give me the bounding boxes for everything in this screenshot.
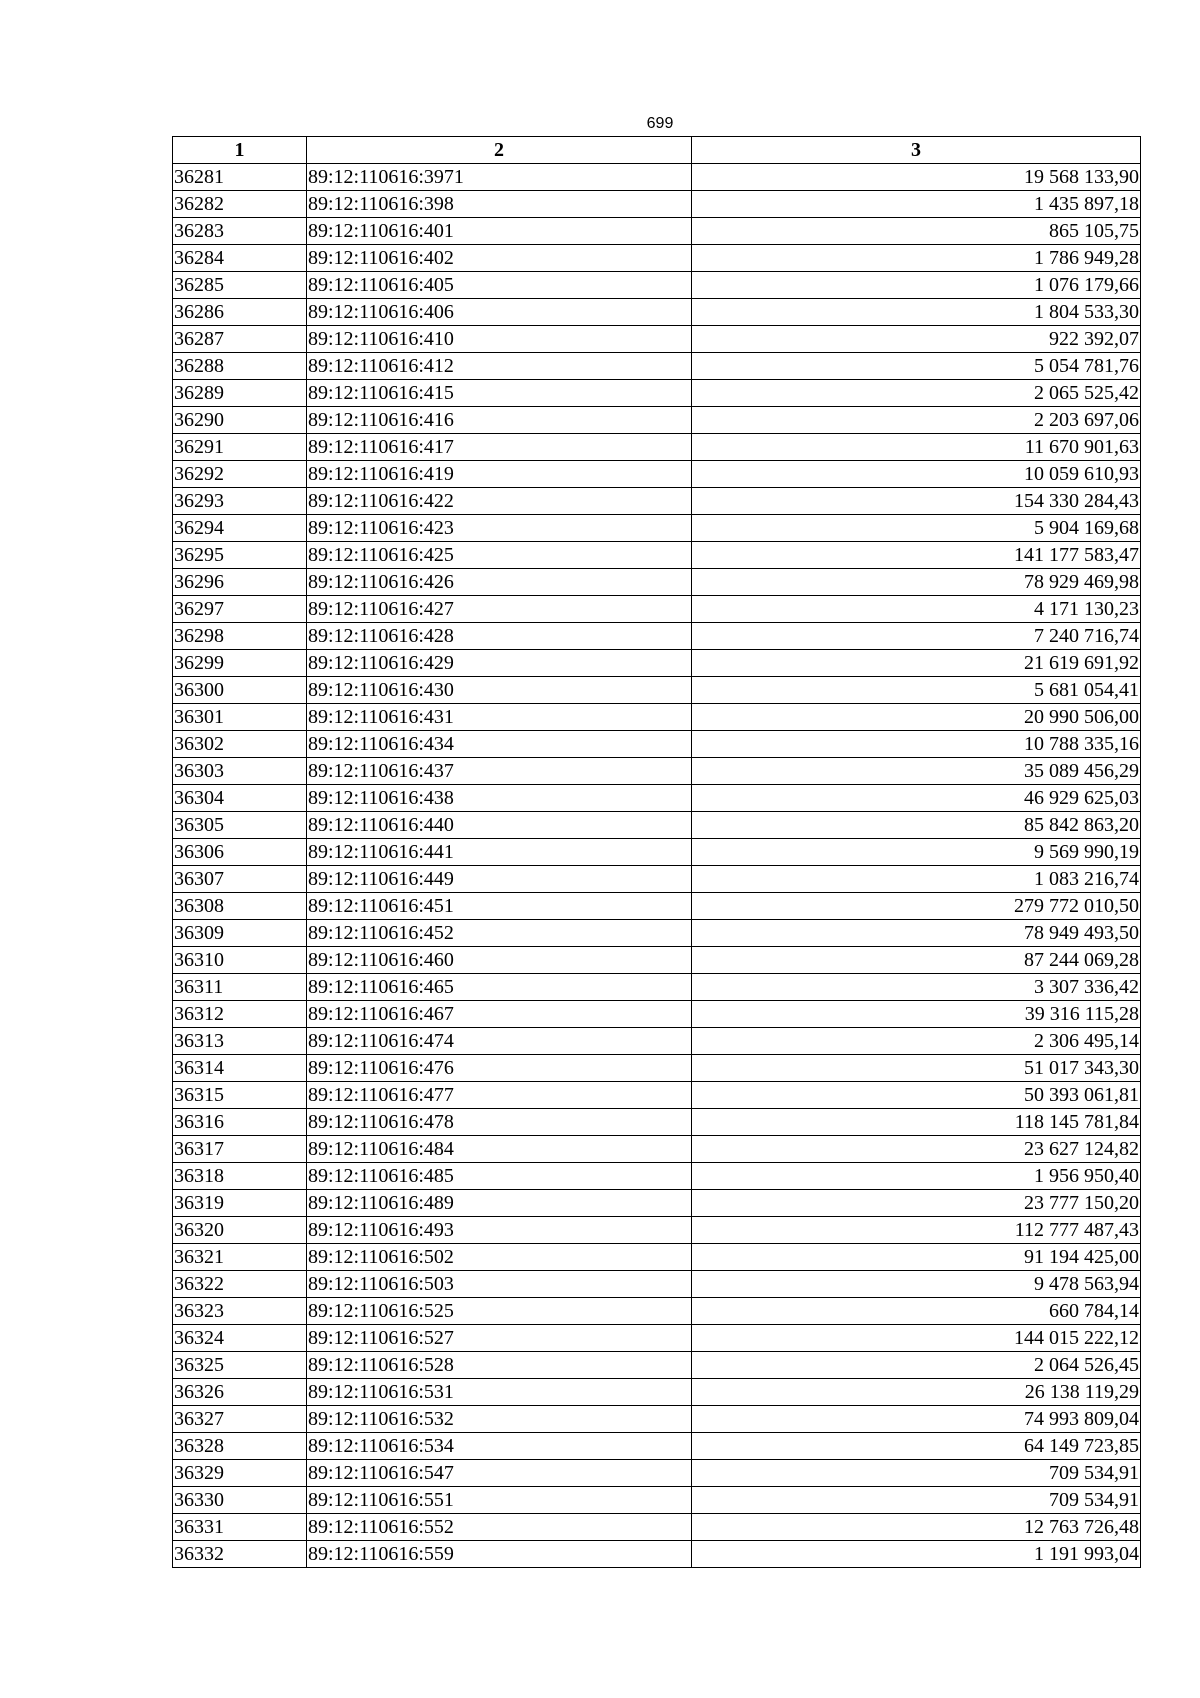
row-number-cell: 36300	[173, 677, 307, 704]
row-number-cell: 36323	[173, 1298, 307, 1325]
cadastral-number-cell: 89:12:110616:429	[307, 650, 692, 677]
cadastral-number-cell: 89:12:110616:405	[307, 272, 692, 299]
cadastral-number-cell: 89:12:110616:478	[307, 1109, 692, 1136]
cadastral-number-cell: 89:12:110616:426	[307, 569, 692, 596]
row-number-cell: 36307	[173, 866, 307, 893]
value-cell: 1 435 897,18	[692, 191, 1141, 218]
row-number-cell: 36284	[173, 245, 307, 272]
table-row	[173, 299, 1141, 326]
row-number-cell: 36289	[173, 380, 307, 407]
row-number-cell: 36302	[173, 731, 307, 758]
value-cell: 922 392,07	[692, 326, 1141, 353]
value-cell: 7 240 716,74	[692, 623, 1141, 650]
table-row	[173, 1082, 1141, 1109]
table-row	[173, 1460, 1141, 1487]
row-number-cell: 36317	[173, 1136, 307, 1163]
table-row	[173, 1136, 1141, 1163]
table-row	[173, 515, 1141, 542]
value-cell: 2 203 697,06	[692, 407, 1141, 434]
header-row	[173, 137, 1141, 164]
table-row	[173, 1514, 1141, 1541]
table-row	[173, 1190, 1141, 1217]
cadastral-number-cell: 89:12:110616:531	[307, 1379, 692, 1406]
value-cell: 1 083 216,74	[692, 866, 1141, 893]
row-number-cell: 36325	[173, 1352, 307, 1379]
cadastral-number-cell: 89:12:110616:441	[307, 839, 692, 866]
value-cell: 51 017 343,30	[692, 1055, 1141, 1082]
value-cell: 23 627 124,82	[692, 1136, 1141, 1163]
cadastral-number-cell: 89:12:110616:485	[307, 1163, 692, 1190]
row-number-cell: 36297	[173, 596, 307, 623]
cadastral-number-cell: 89:12:110616:398	[307, 191, 692, 218]
table-row	[173, 785, 1141, 812]
table-row	[173, 434, 1141, 461]
value-cell: 87 244 069,28	[692, 947, 1141, 974]
table-row	[173, 1028, 1141, 1055]
cadastral-number-cell: 89:12:110616:422	[307, 488, 692, 515]
value-cell: 78 949 493,50	[692, 920, 1141, 947]
row-number-cell: 36313	[173, 1028, 307, 1055]
value-cell: 112 777 487,43	[692, 1217, 1141, 1244]
row-number-cell: 36293	[173, 488, 307, 515]
row-number-cell: 36294	[173, 515, 307, 542]
cadastral-number-cell: 89:12:110616:460	[307, 947, 692, 974]
cadastral-number-cell: 89:12:110616:415	[307, 380, 692, 407]
row-number-cell: 36285	[173, 272, 307, 299]
value-cell: 5 681 054,41	[692, 677, 1141, 704]
cadastral-number-cell: 89:12:110616:437	[307, 758, 692, 785]
value-cell: 35 089 456,29	[692, 758, 1141, 785]
table-row	[173, 974, 1141, 1001]
table-row	[173, 272, 1141, 299]
row-number-cell: 36290	[173, 407, 307, 434]
value-cell: 709 534,91	[692, 1487, 1141, 1514]
cadastral-number-cell: 89:12:110616:552	[307, 1514, 692, 1541]
value-cell: 4 171 130,23	[692, 596, 1141, 623]
cadastral-number-cell: 89:12:110616:465	[307, 974, 692, 1001]
value-cell: 279 772 010,50	[692, 893, 1141, 920]
row-number-cell: 36328	[173, 1433, 307, 1460]
cadastral-number-cell: 89:12:110616:417	[307, 434, 692, 461]
table-row	[173, 947, 1141, 974]
value-cell: 46 929 625,03	[692, 785, 1141, 812]
row-number-cell: 36316	[173, 1109, 307, 1136]
value-cell: 154 330 284,43	[692, 488, 1141, 515]
cadastral-number-cell: 89:12:110616:412	[307, 353, 692, 380]
row-number-cell: 36298	[173, 623, 307, 650]
value-cell: 1 786 949,28	[692, 245, 1141, 272]
value-cell: 12 763 726,48	[692, 1514, 1141, 1541]
value-cell: 2 306 495,14	[692, 1028, 1141, 1055]
table-row	[173, 812, 1141, 839]
row-number-cell: 36309	[173, 920, 307, 947]
cadastral-number-cell: 89:12:110616:410	[307, 326, 692, 353]
column-header-2: 2	[307, 137, 692, 164]
table-row	[173, 1433, 1141, 1460]
table-row	[173, 623, 1141, 650]
row-number-cell: 36330	[173, 1487, 307, 1514]
row-number-cell: 36324	[173, 1325, 307, 1352]
table-row	[173, 1379, 1141, 1406]
value-cell: 9 478 563,94	[692, 1271, 1141, 1298]
table-row	[173, 164, 1141, 191]
value-cell: 20 990 506,00	[692, 704, 1141, 731]
table-row	[173, 839, 1141, 866]
cadastral-number-cell: 89:12:110616:551	[307, 1487, 692, 1514]
row-number-cell: 36287	[173, 326, 307, 353]
row-number-cell: 36311	[173, 974, 307, 1001]
table-row	[173, 542, 1141, 569]
value-cell: 118 145 781,84	[692, 1109, 1141, 1136]
value-cell: 91 194 425,00	[692, 1244, 1141, 1271]
cadastral-number-cell: 89:12:110616:467	[307, 1001, 692, 1028]
cadastral-number-cell: 89:12:110616:528	[307, 1352, 692, 1379]
row-number-cell: 36295	[173, 542, 307, 569]
cadastral-number-cell: 89:12:110616:547	[307, 1460, 692, 1487]
row-number-cell: 36315	[173, 1082, 307, 1109]
cadastral-number-cell: 89:12:110616:559	[307, 1541, 692, 1568]
cadastral-number-cell: 89:12:110616:425	[307, 542, 692, 569]
table-row	[173, 461, 1141, 488]
row-number-cell: 36310	[173, 947, 307, 974]
cadastral-number-cell: 89:12:110616:3971	[307, 164, 692, 191]
table-row	[173, 920, 1141, 947]
row-number-cell: 36320	[173, 1217, 307, 1244]
table-row	[173, 866, 1141, 893]
row-number-cell: 36281	[173, 164, 307, 191]
table-row	[173, 380, 1141, 407]
value-cell: 78 929 469,98	[692, 569, 1141, 596]
value-cell: 709 534,91	[692, 1460, 1141, 1487]
value-cell: 1 191 993,04	[692, 1541, 1141, 1568]
value-cell: 74 993 809,04	[692, 1406, 1141, 1433]
value-cell: 19 568 133,90	[692, 164, 1141, 191]
cadastral-number-cell: 89:12:110616:477	[307, 1082, 692, 1109]
row-number-cell: 36321	[173, 1244, 307, 1271]
cadastral-number-cell: 89:12:110616:430	[307, 677, 692, 704]
value-cell: 26 138 119,29	[692, 1379, 1141, 1406]
column-header-1: 1	[173, 137, 307, 164]
row-number-cell: 36312	[173, 1001, 307, 1028]
table-row	[173, 758, 1141, 785]
table-row	[173, 1244, 1141, 1271]
cadastral-number-cell: 89:12:110616:452	[307, 920, 692, 947]
row-number-cell: 36301	[173, 704, 307, 731]
row-number-cell: 36304	[173, 785, 307, 812]
table-row	[173, 1001, 1141, 1028]
table-row	[173, 1271, 1141, 1298]
row-number-cell: 36291	[173, 434, 307, 461]
value-cell: 21 619 691,92	[692, 650, 1141, 677]
value-cell: 50 393 061,81	[692, 1082, 1141, 1109]
table-row	[173, 1352, 1141, 1379]
row-number-cell: 36332	[173, 1541, 307, 1568]
value-cell: 11 670 901,63	[692, 434, 1141, 461]
table-row	[173, 353, 1141, 380]
cadastral-number-cell: 89:12:110616:532	[307, 1406, 692, 1433]
cadastral-number-cell: 89:12:110616:419	[307, 461, 692, 488]
table-row	[173, 1325, 1141, 1352]
value-cell: 2 065 525,42	[692, 380, 1141, 407]
registry-table	[172, 136, 1141, 1568]
cadastral-number-cell: 89:12:110616:474	[307, 1028, 692, 1055]
table-row	[173, 245, 1141, 272]
value-cell: 3 307 336,42	[692, 974, 1141, 1001]
table-body	[173, 164, 1141, 1568]
value-cell: 85 842 863,20	[692, 812, 1141, 839]
row-number-cell: 36319	[173, 1190, 307, 1217]
value-cell: 10 788 335,16	[692, 731, 1141, 758]
table-row	[173, 596, 1141, 623]
row-number-cell: 36306	[173, 839, 307, 866]
row-number-cell: 36305	[173, 812, 307, 839]
value-cell: 865 105,75	[692, 218, 1141, 245]
table-row	[173, 1406, 1141, 1433]
cadastral-number-cell: 89:12:110616:476	[307, 1055, 692, 1082]
cadastral-number-cell: 89:12:110616:416	[307, 407, 692, 434]
cadastral-number-cell: 89:12:110616:489	[307, 1190, 692, 1217]
row-number-cell: 36314	[173, 1055, 307, 1082]
row-number-cell: 36331	[173, 1514, 307, 1541]
row-number-cell: 36303	[173, 758, 307, 785]
value-cell: 5 054 781,76	[692, 353, 1141, 380]
cadastral-number-cell: 89:12:110616:401	[307, 218, 692, 245]
cadastral-number-cell: 89:12:110616:527	[307, 1325, 692, 1352]
cadastral-number-cell: 89:12:110616:431	[307, 704, 692, 731]
row-number-cell: 36308	[173, 893, 307, 920]
row-number-cell: 36296	[173, 569, 307, 596]
cadastral-number-cell: 89:12:110616:438	[307, 785, 692, 812]
row-number-cell: 36329	[173, 1460, 307, 1487]
table-row	[173, 488, 1141, 515]
table-row	[173, 326, 1141, 353]
row-number-cell: 36327	[173, 1406, 307, 1433]
row-number-cell: 36283	[173, 218, 307, 245]
value-cell: 64 149 723,85	[692, 1433, 1141, 1460]
cadastral-number-cell: 89:12:110616:525	[307, 1298, 692, 1325]
value-cell: 5 904 169,68	[692, 515, 1141, 542]
row-number-cell: 36299	[173, 650, 307, 677]
cadastral-number-cell: 89:12:110616:502	[307, 1244, 692, 1271]
table-row	[173, 191, 1141, 218]
cadastral-number-cell: 89:12:110616:428	[307, 623, 692, 650]
column-header-3: 3	[692, 137, 1141, 164]
table-row	[173, 704, 1141, 731]
row-number-cell: 36292	[173, 461, 307, 488]
table-row	[173, 1109, 1141, 1136]
table-row	[173, 1298, 1141, 1325]
row-number-cell: 36326	[173, 1379, 307, 1406]
table-row	[173, 893, 1141, 920]
value-cell: 2 064 526,45	[692, 1352, 1141, 1379]
cadastral-number-cell: 89:12:110616:427	[307, 596, 692, 623]
cadastral-number-cell: 89:12:110616:484	[307, 1136, 692, 1163]
cadastral-number-cell: 89:12:110616:434	[307, 731, 692, 758]
table-row	[173, 1055, 1141, 1082]
value-cell: 23 777 150,20	[692, 1190, 1141, 1217]
table-row	[173, 1217, 1141, 1244]
row-number-cell: 36288	[173, 353, 307, 380]
table-row	[173, 1487, 1141, 1514]
value-cell: 660 784,14	[692, 1298, 1141, 1325]
row-number-cell: 36286	[173, 299, 307, 326]
table-row	[173, 569, 1141, 596]
value-cell: 141 177 583,47	[692, 542, 1141, 569]
value-cell: 9 569 990,19	[692, 839, 1141, 866]
row-number-cell: 36282	[173, 191, 307, 218]
value-cell: 1 956 950,40	[692, 1163, 1141, 1190]
cadastral-number-cell: 89:12:110616:451	[307, 893, 692, 920]
row-number-cell: 36318	[173, 1163, 307, 1190]
cadastral-number-cell: 89:12:110616:440	[307, 812, 692, 839]
row-number-cell: 36322	[173, 1271, 307, 1298]
page-number: 699	[646, 115, 674, 132]
cadastral-number-cell: 89:12:110616:449	[307, 866, 692, 893]
table-row	[173, 218, 1141, 245]
cadastral-number-cell: 89:12:110616:493	[307, 1217, 692, 1244]
value-cell: 1 804 533,30	[692, 299, 1141, 326]
value-cell: 39 316 115,28	[692, 1001, 1141, 1028]
cadastral-number-cell: 89:12:110616:503	[307, 1271, 692, 1298]
cadastral-number-cell: 89:12:110616:534	[307, 1433, 692, 1460]
value-cell: 1 076 179,66	[692, 272, 1141, 299]
cadastral-number-cell: 89:12:110616:406	[307, 299, 692, 326]
table-row	[173, 407, 1141, 434]
value-cell: 10 059 610,93	[692, 461, 1141, 488]
table-row	[173, 677, 1141, 704]
cadastral-number-cell: 89:12:110616:423	[307, 515, 692, 542]
table-row	[173, 650, 1141, 677]
table-row	[173, 1163, 1141, 1190]
cadastral-number-cell: 89:12:110616:402	[307, 245, 692, 272]
table-row	[173, 1541, 1141, 1568]
value-cell: 144 015 222,12	[692, 1325, 1141, 1352]
table-row	[173, 731, 1141, 758]
